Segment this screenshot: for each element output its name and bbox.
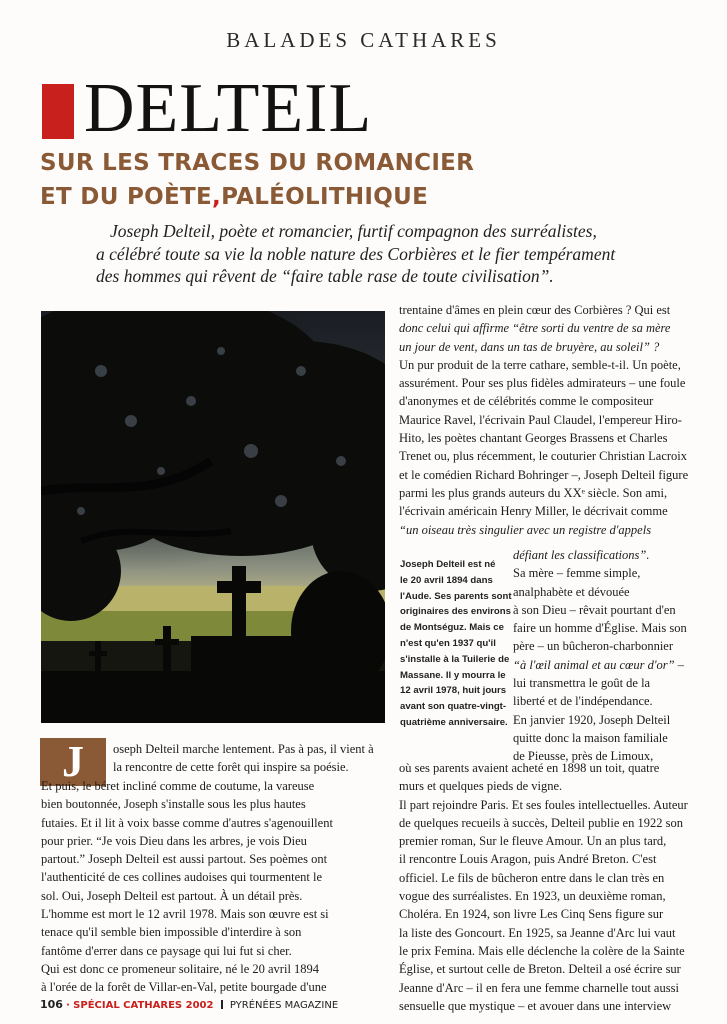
caption-line: s'installe à la Tuilerie de [400, 653, 510, 665]
body-line: lui transmettra le goût de la [513, 676, 651, 691]
body-line: Choléra. En 1924, son livre Les Cinq Sens figure sur [399, 907, 664, 922]
lede-paragraph [96, 220, 670, 288]
lede-line: des hommes qui rêvent de “faire table rase de toute civilisation”. [96, 266, 554, 286]
caption-line: avant son quatre-vingt- [400, 701, 507, 713]
caption-line: originaires des environs [400, 606, 511, 618]
body-line: donc celui qui affirme “être sorti du ventre de sa mère [399, 321, 671, 336]
body-column-right-top [399, 301, 688, 539]
red-marker-block [42, 84, 74, 139]
body-line: Et puis, le béret incliné comme de coutume, la vareuse [41, 779, 315, 793]
footer-separator: · [66, 1000, 70, 1011]
lede-line: Joseph Delteil, poète et romancier, furtif compagnon des surréalistes, [110, 221, 597, 241]
page-number: 106 [40, 998, 63, 1011]
drop-cap: J [40, 738, 106, 786]
body-line: Hito, les poètes chantant Georges Brassens et Charles [399, 431, 668, 446]
body-line: la rencontre de cette forêt qui inspire sa poésie. [113, 760, 349, 775]
body-column-right-narrow [513, 546, 687, 766]
body-line: oseph Delteil marche lentement. Pas à pas, il vient à [113, 742, 374, 756]
subtitle-part-b: PALÉOLITHIQUE [221, 184, 429, 210]
body-column-left [41, 777, 333, 997]
body-line: il rencontre Louis Aragon, puis André Breton. C'est [399, 852, 657, 867]
footer-divider [221, 1000, 223, 1009]
caption-line: de Montséguz. Mais ce [400, 622, 504, 634]
subtitle-red-comma: , [212, 184, 222, 210]
body-line: “à l'œil animal et au cœur d'or” – [513, 657, 684, 672]
body-line: Trenet ou, plus récemment, le couturier Christian Lacroix [399, 449, 688, 464]
body-line: Jeanne d'Arc – il en fera une femme charnelle tout aussi [399, 980, 679, 995]
body-line: Sa mère – femme simple, [513, 566, 641, 581]
body-line: trentaine d'âmes en plein cœur des Corbières ? Qui est [399, 303, 671, 317]
section-title: BALADES CATHARES [226, 28, 501, 52]
body-line: l'authenticité de ces collines audoises qui tourmentent le [41, 870, 322, 885]
body-line: défiant les classifications”. [513, 548, 650, 562]
caption-line: Joseph Delteil est né [400, 559, 496, 570]
body-line: En janvier 1920, Joseph Delteil [513, 712, 671, 727]
caption-line: 12 avril 1978, huit jours [400, 685, 507, 697]
body-line: père – un bûcheron-charbonnier [513, 639, 673, 654]
body-line: et le comédien Richard Bohringer –, Joseph Delteil figure [399, 467, 689, 482]
article-title: DELTEIL [84, 70, 373, 147]
body-line: “un oiseau très singulier avec un registre d'appels [399, 522, 652, 537]
body-column-left-intro [113, 740, 374, 777]
subtitle-line-1: SUR LES TRACES DU ROMANCIER [40, 150, 475, 176]
body-line: le prix Femina. Mais elle déclenche la colère de la Sainte [399, 943, 685, 958]
body-line: L'homme est mort le 12 avril 1978. Mais son œuvre est si [41, 907, 329, 922]
body-line: de Pieusse, près de Limoux, [513, 749, 654, 764]
body-line: murs et quelques pieds de vigne. [399, 779, 563, 794]
body-line: Qui est donc ce promeneur solitaire, né le 20 avril 1894 [41, 961, 320, 976]
body-line: partout.” Joseph Delteil est aussi partout. Ses poèmes ont [41, 852, 328, 867]
body-line: l'écrivain américain Henry Miller, le décrivait comme [399, 504, 668, 519]
page-footer [40, 998, 338, 1011]
body-line: vogue des surréalistes. En 1923, un deuxième roman, [399, 889, 666, 904]
body-line: officiel. Le fils de bûcheron entre dans le clan très en [399, 870, 665, 885]
body-line: Église, et surtout celle de Breton. Delteil a osé écrire sur [399, 962, 681, 977]
lede-line: a célébré toute sa vie la noble nature des Corbières et le fier tempérament [96, 243, 616, 264]
cemetery-tree-photo [41, 311, 385, 723]
body-line: Un pur produit de la terre cathare, semble-t-il. Un poète, [399, 357, 681, 372]
body-line: faire un homme d'Église. Mais son [513, 621, 687, 636]
body-line: Il part rejoindre Paris. Et ses foules intellectuelles. Auteur [399, 797, 688, 812]
footer-magazine: PYRÉNÉES MAGAZINE [229, 1000, 339, 1011]
subtitle-part-a: ET DU POÈTE [40, 184, 213, 210]
body-line: quitte donc la maison familiale [513, 730, 668, 745]
body-line: sol. Oui, Joseph Delteil est partout. À un détail près. [41, 888, 303, 903]
body-line: premier roman, Sur le fleuve Amour. Un an plus tard, [399, 834, 667, 849]
body-line: Maurice Ravel, l'écrivain Paul Claudel, l'empereur Hiro- [399, 412, 682, 427]
caption-line: quatrième anniversaire. [400, 716, 508, 728]
caption-line: le 20 avril 1894 dans [400, 574, 493, 586]
body-line: bien boutonnée, Joseph s'installe sous les plus hautes [41, 797, 306, 812]
photo-caption [400, 557, 512, 731]
body-line: futaies. Et il lit à voix basse comme d'autres s'agenouillent [41, 815, 333, 830]
body-line: à l'orée de la forêt de Villar-en-Val, petite bourgade d'une [41, 980, 327, 995]
caption-line: n'est qu'en 1937 qu'il [400, 637, 496, 649]
footer-special-issue: SPÉCIAL CATHARES 2002 [73, 1000, 214, 1011]
body-line: analphabète et dévouée [513, 584, 630, 599]
subtitle-line-2 [40, 184, 428, 210]
body-line: sensuelle que mystique – et avouer dans une interview [399, 998, 672, 1013]
body-line: assurément. Pour ses plus fidèles admirateurs – une foule [399, 376, 686, 391]
body-line: de quelques recueils à succès, Delteil publie en 1922 son [399, 815, 683, 830]
caption-line: Massane. Il y mourra le [400, 669, 506, 681]
body-line: fantôme d'errer dans ce paysage qui lui fut si cher. [41, 943, 292, 958]
body-line: un jour de vent, dans un tas de bruyère, au soleil” ? [399, 339, 660, 354]
body-line: la liste des Goncourt. En 1925, sa Jeanne d'Arc lui vaut [399, 925, 676, 940]
body-line: tenace qu'il semble bien impossible d'interdire à son [41, 925, 302, 940]
caption-line: l'Aude. Ses parents sont [400, 590, 512, 602]
body-line: parmi les plus grands auteurs du XXᵉ siècle. Son ami, [399, 485, 668, 500]
body-line: d'anonymes et de célébrités comme le compositeur [399, 394, 654, 409]
body-line: pour prier. “Je vois Dieu dans les arbres, je vois Dieu [41, 833, 307, 848]
body-line: à son Dieu – rêvait pourtant d'en [513, 602, 676, 617]
body-line: où ses parents avaient acheté en 1898 un toit, quatre [399, 761, 660, 775]
body-line: liberté et de l'indépendance. [513, 694, 653, 709]
body-column-right-bottom [399, 759, 688, 1015]
